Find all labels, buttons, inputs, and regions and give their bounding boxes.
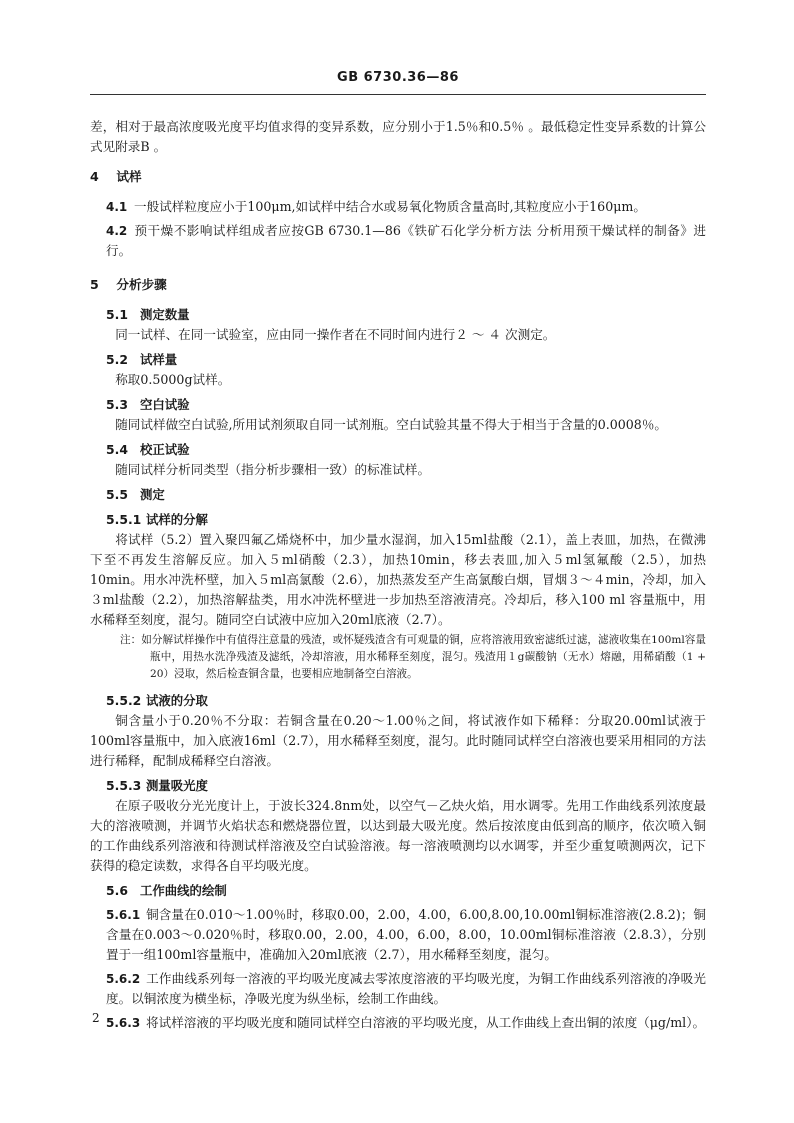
clause-number: 5.1: [106, 307, 128, 322]
standard-number-header: GB 6730.36—86: [337, 70, 459, 85]
clause-title: 试样的分解: [146, 512, 208, 527]
clause-title: 测量吸光度: [146, 778, 208, 793]
document-body: [90, 117, 706, 1033]
clause-5-6-3: [90, 1013, 706, 1033]
section-4-heading: [90, 167, 706, 187]
clause-number: 5.5.2: [106, 693, 142, 708]
clause-5-5-3-text: 在原子吸收分光光度计上，于波长324.8nm处，以空气－乙炔火焰，用水调零。先用工作曲线系列浓度最大的溶液喷测，并调节火焰状态和燃烧器位置，以达到最大吸光度。然后按浓度由低到高的顺序，依次喷入铜的工作曲线系列溶液和待测试样溶液及空白试验溶液。每一溶液喷测均以水调零，并至少重复喷测两次，记下获得的稳定读数，求得各自平均吸光度。: [90, 798, 706, 873]
clause-5-3-text: 随同试样做空白试验,所用试剂须取自同一试剂瓶。空白试验其量不得大于相当于含量的0.0008％。: [115, 417, 668, 432]
section-title: 分析步骤: [116, 277, 167, 292]
clause-number: 5.4: [106, 442, 128, 457]
clause-number: 4.2: [106, 224, 128, 238]
clause-number: 4.1: [106, 200, 128, 214]
note-text: 如分解试样操作中有值得注意量的残渣，或怀疑残渣含有可观量的铜，应将溶液用致密滤纸过滤，滤液收集在100ml容量瓶中，用热水洗净残渣及滤纸，冷却溶液，用水稀释至刻度，混匀。残渣用１g碳酸钠（无水）熔融，用稀硝酸（1 + 20）浸取，然后检查铜含量，也要相应地制备空白溶液。: [141, 634, 706, 680]
clause-5-5-1-text: 将试样（5.2）置入聚四氟乙烯烧杯中，加少量水湿润，加入15ml盐酸（2.1），盖上表皿，加热，在微沸下至不再发生溶解反应。加入５ml硝酸（2.3），加热10min，移去表皿,加入５ml氢氟酸（2.5），加热10min。用水冲洗杯壁，加入５ml高氯酸（2.6），加热蒸发至产生高氯酸白烟，冒烟３～４min，冷却，加入３ml盐酸（2.2），加热溶解盐类，用水冲洗杯壁进一步加热至溶液清亮。冷却后，移入100 ml 容量瓶中，用水稀释至刻度，混匀。随同空白试液中应加入20ml底液（2.7）。: [90, 532, 706, 627]
clause-text: 将试样溶液的平均吸光度和随同试样空白溶液的平均吸光度，从工作曲线上查出铜的浓度（μg/ml）。: [146, 1015, 706, 1030]
clause-5-5-2-text: 铜含量小于0.20％不分取：若铜含量在0.20～1.00％之间，将试液作如下稀释：分取20.00ml试液于100ml容量瓶中，加入底液16ml（2.7），用水稀释至刻度，混匀。此时随同试样空白溶液也要采用相同的方法进行稀释，配制成稀释空白溶液。: [90, 713, 706, 768]
clause-title: 校正试验: [140, 442, 190, 457]
clause-text: 工作曲线系列每一溶液的平均吸光度减去零浓度溶液的平均吸光度，为铜工作曲线系列溶液的净吸光度。以铜浓度为横坐标，净吸光度为纵坐标，绘制工作曲线。: [106, 971, 706, 1006]
clause-5-2-heading: [90, 350, 706, 370]
clause-number: 5.5.1: [106, 512, 142, 527]
clause-number: 5.6.3: [106, 1016, 141, 1030]
clause-4-2: [90, 221, 706, 261]
header-rule: [90, 94, 706, 95]
clause-title: 空白试验: [140, 397, 190, 412]
section-number: 5: [90, 277, 99, 292]
clause-text: 预干燥不影响试样组成者应按GB 6730.1—86《铁矿石化学分析方法 分析用预干燥试样的制备》进行。: [106, 223, 706, 258]
clause-title: 试液的分取: [146, 693, 208, 708]
clause-text: 铜含量在0.010～1.00％时，移取0.00，2.00，4.00，6.00,8.00,10.00ml铜标准溶液(2.8.2)；铜含量在0.003～0.020％时，移取0.00，2.00，4.00，6.00，8.00，10.00ml铜标准溶液（2.8.3），分别置于一组100ml容量瓶中，准确加入20ml底液（2.7），用水稀释至刻度，混匀。: [106, 907, 706, 962]
clause-number: 5.6.1: [106, 908, 141, 922]
clause-5-6-1: [90, 905, 706, 965]
clause-5-4-heading: [90, 440, 706, 460]
clause-5-1-text: 同一试样、在同一试验室，应由同一操作者在不同时间内进行２ ～ ４ 次测定。: [115, 327, 556, 342]
clause-5-6-2: [90, 969, 706, 1009]
section-title: 试样: [116, 169, 142, 184]
clause-number: 5.3: [106, 397, 128, 412]
clause-number: 5.6.2: [106, 972, 141, 986]
clause-title: 试样量: [140, 352, 178, 367]
intro-paragraph: 差，相对于最高浓度吸光度平均值求得的变异系数，应分别小于1.5％和0.5％ 。最低稳定性变异系数的计算公式见附录B 。: [90, 119, 706, 154]
clause-number: 5.5.3: [106, 778, 142, 793]
clause-number: 5.6: [106, 883, 128, 898]
clause-5-2-text: 称取0.5000g试样。: [115, 372, 231, 387]
note-label: 注：: [120, 634, 142, 646]
clause-number: 5.2: [106, 352, 128, 367]
clause-5-5-1-heading: [90, 510, 706, 530]
clause-5-5-2-heading: [90, 691, 706, 711]
clause-number: 5.5: [106, 487, 128, 502]
clause-5-6-heading: [90, 881, 706, 901]
clause-5-5-heading: [90, 485, 706, 505]
note: [120, 632, 706, 683]
clause-5-3-heading: [90, 395, 706, 415]
clause-title: 测定: [140, 487, 165, 502]
page-number: 2: [92, 1011, 100, 1025]
clause-5-4-text: 随同试样分析同类型（指分析步骤相一致）的标准试样。: [115, 462, 431, 477]
clause-text: 一般试样粒度应小于100μm,如试样中结合水或易氧化物质含量高时,其粒度应小于160μm。: [134, 199, 646, 214]
clause-5-1-heading: [90, 305, 706, 325]
clause-title: 工作曲线的绘制: [140, 883, 227, 898]
section-5-heading: [90, 275, 706, 295]
clause-title: 测定数量: [140, 307, 190, 322]
section-number: 4: [90, 169, 99, 184]
clause-5-5-3-heading: [90, 776, 706, 796]
clause-4-1: [90, 197, 706, 217]
